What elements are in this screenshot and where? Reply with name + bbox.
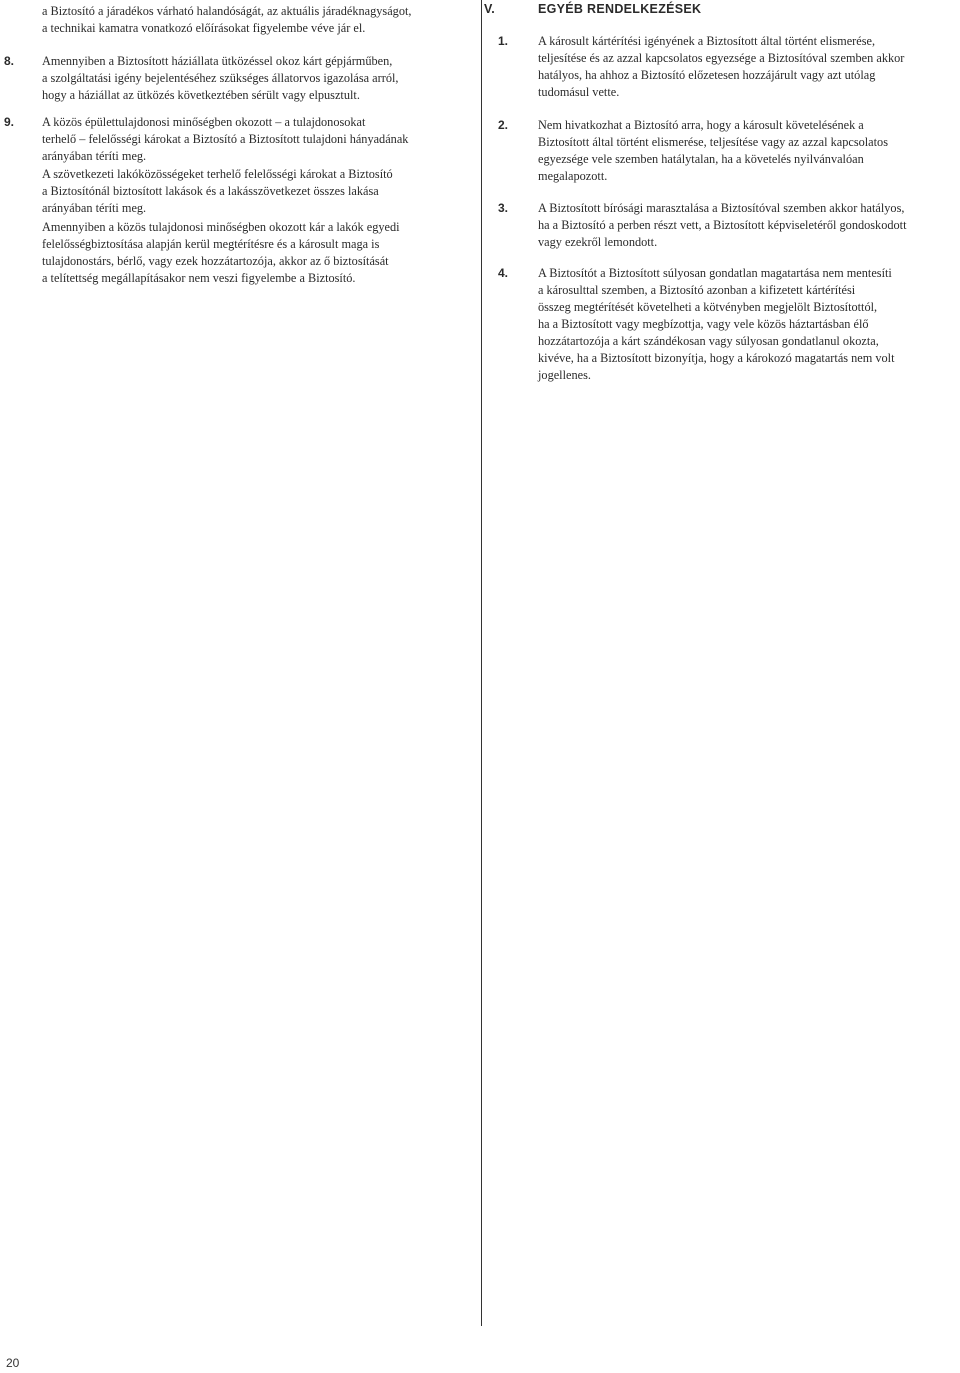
text-line: hatályos, ha ahhoz a Biztosító előzetesen hozzájárult vagy azt utólag bbox=[538, 68, 876, 82]
text-line: Biztosított által történt elismerése, teljesítése vagy az azzal kapcsolatos bbox=[538, 135, 888, 149]
text-line: tulajdonostárs, bérlő, vagy ezek hozzátartozója, akkor az ő biztosítását bbox=[42, 254, 389, 268]
text-line: Amennyiben a Biztosított háziállata ütközéssel okoz kárt gépjárműben, bbox=[42, 54, 393, 68]
item-1-paragraph bbox=[538, 33, 904, 101]
text-line: arányában téríti meg. bbox=[42, 149, 147, 163]
intro-paragraph bbox=[42, 3, 411, 37]
text-line: vagy ezekről lemondott. bbox=[538, 235, 658, 249]
text-line: ha a Biztosító a perben részt vett, a Biztosított képviseletéről gondoskodott bbox=[538, 218, 907, 232]
text-line: összeg megtérítését követelheti a kötvényben megjelölt Biztosítottól, bbox=[538, 300, 878, 314]
item-9-paragraph-2 bbox=[42, 166, 393, 217]
item-number: 3. bbox=[498, 201, 509, 215]
item-8-paragraph bbox=[42, 53, 398, 104]
item-number: 9. bbox=[4, 115, 15, 129]
section-title: EGYÉB RENDELKEZÉSEK bbox=[538, 2, 702, 16]
item-4-paragraph bbox=[538, 265, 895, 384]
text-line: a Biztosító a járadékos várható halandóságát, az aktuális járadéknagyságot, bbox=[42, 4, 412, 18]
text-line: A közös épülettulajdonosi minőségben okozott – a tulajdonosokat bbox=[42, 115, 366, 129]
text-line: A szövetkezeti lakóközösségeket terhelő felelősségi károkat a Biztosító bbox=[42, 167, 393, 181]
text-line: a károsulttal szemben, a Biztosító azonban a kifizetett kártérítési bbox=[538, 283, 856, 297]
text-line: A Biztosítót a Biztosított súlyosan gondatlan magatartása nem mentesíti bbox=[538, 266, 892, 280]
item-9-paragraph-3 bbox=[42, 219, 400, 287]
text-line: jogellenes. bbox=[538, 368, 591, 382]
text-line: hogy a háziállat az ütközés következtében sérült vagy elpusztult. bbox=[42, 88, 360, 102]
item-9-paragraph-1 bbox=[42, 114, 408, 165]
text-line: terhelő – felelősségi károkat a Biztosító a Biztosított tulajdoni hányadának bbox=[42, 132, 409, 146]
text-line: a technikai kamatra vonatkozó előírásokat figyelembe véve jár el. bbox=[42, 21, 366, 35]
text-line: tudomásul vette. bbox=[538, 85, 620, 99]
text-line: A Biztosított bírósági marasztalása a Biztosítóval szemben akkor hatályos, bbox=[538, 201, 905, 215]
item-number: 4. bbox=[498, 266, 509, 280]
item-2-paragraph bbox=[538, 117, 888, 185]
text-line: egyezsége vele szemben hatálytalan, ha a követelés nyilvánvalóan bbox=[538, 152, 864, 166]
column-divider bbox=[481, 0, 482, 1326]
text-line: kivéve, ha a Biztosított bizonyítja, hogy a károkozó magatartás nem volt bbox=[538, 351, 895, 365]
text-line: a telítettség megállapításakor nem veszi figyelembe a Biztosító. bbox=[42, 271, 356, 285]
text-line: teljesítése és az azzal kapcsolatos egyezsége a Biztosítóval szemben akkor bbox=[538, 51, 905, 65]
text-line: Amennyiben a közös tulajdonosi minőségben okozott kár a lakók egyedi bbox=[42, 220, 400, 234]
text-line: a szolgáltatási igény bejelentéséhez szükséges állatorvos igazolása arról, bbox=[42, 71, 399, 85]
text-line: arányában téríti meg. bbox=[42, 201, 147, 215]
text-line: ha a Biztosított vagy megbízottja, vagy vele közös háztartásban élő bbox=[538, 317, 869, 331]
text-line: A károsult kártérítési igényének a Biztosított által történt elismerése, bbox=[538, 34, 876, 48]
text-line: megalapozott. bbox=[538, 169, 608, 183]
item-number: 1. bbox=[498, 34, 509, 48]
page-number: 20 bbox=[6, 1356, 20, 1370]
text-line: Nem hivatkozhat a Biztosító arra, hogy a károsult követelésének a bbox=[538, 118, 864, 132]
item-number: 2. bbox=[498, 118, 509, 132]
text-line: a Biztosítónál biztosított lakások és a lakásszövetkezet összes lakása bbox=[42, 184, 379, 198]
item-number: 8. bbox=[4, 54, 15, 68]
text-line: hozzátartozója a kárt szándékosan vagy súlyosan gondatlanul okozta, bbox=[538, 334, 879, 348]
section-number: V. bbox=[484, 2, 495, 16]
text-line: felelősségbiztosítása alapján kerül megtérítésre és a károsult maga is bbox=[42, 237, 380, 251]
item-3-paragraph bbox=[538, 200, 906, 251]
